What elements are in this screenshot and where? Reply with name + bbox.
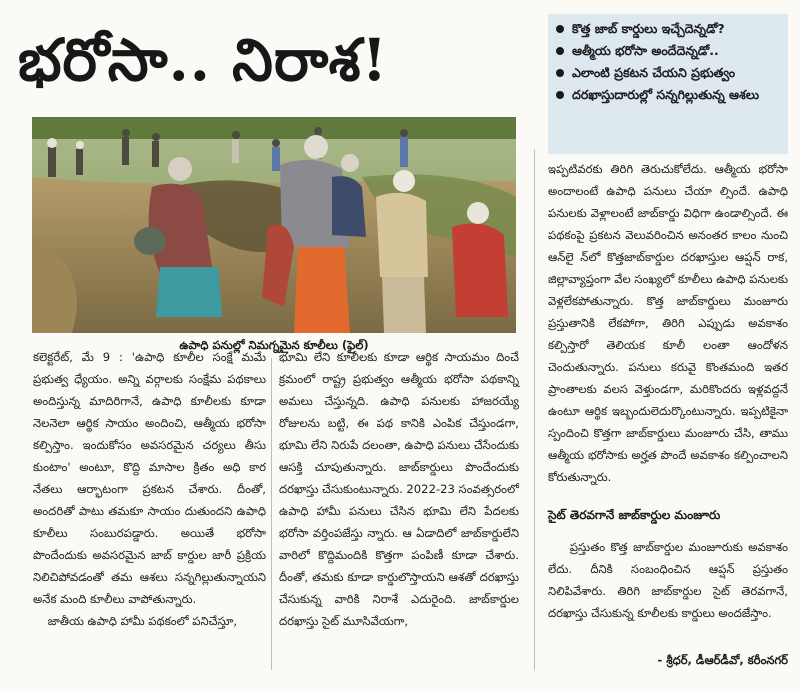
column-divider bbox=[271, 358, 272, 670]
photo-caption: ఉపాధి పనుల్లో నిమగ్నమైన కూలీలు (ఫైల్) bbox=[179, 338, 369, 352]
news-photo bbox=[32, 117, 516, 333]
article-column-2: భూమి లేని కూలీలకు కూడా ఆర్థిక సాయమం దించే క్రమంలో రాష్ట్ర ప్రభుత్వం ఆత్మీయ భరోసా పథకాన్ని అమలు చేస్తున్నది. ఉపాధి పనులకు హాజరయ్యే రోజులను బట్టి, ఈ పథ కానికి ఎంపిక చేస్తుండగా, భూమి లేని నిరుపే దలంతా, ఉపాధి పనులు చేసేందుకు ఆసక్తి చూపుతున్నారు. జాబ్‌కార్డులు పొందేందుకు దరఖాస్తు చేసుకుంటున్నారు. 2022-23 సంవత్సరంలో ఉపాధి హామీ పనులు చేసిన భూమి లేని పేదలకు భరోసా వర్తింపజేస్తు న్నారు. ఆ ఏడాదిలో జాబ్‌కార్డులేని వారిలో కొద్దిమందికి కొత్తగా పంపిణీ కూడా చేశారు. దీంతో, తమకు కూడా కార్డులొస్తాయని ఆశతో దరఖాస్తు చేసుకున్న వారికి నిరాశే ఎదురైంది. జాబ్‌కార్డుల దరఖాస్తు సైట్ మూసివేయగా, bbox=[279, 350, 523, 628]
highlight-item bbox=[556, 40, 780, 62]
highlight-text: ఆత్మీయ భరోసా అందేదెన్నడో.. bbox=[572, 43, 719, 58]
highlight-item bbox=[556, 84, 780, 106]
byline: - శ్రీధర్, డీఆర్‌డీవో, కరీంనగర్ bbox=[657, 653, 788, 667]
bullet-icon bbox=[556, 69, 564, 77]
headline: భరోసా.. నిరాశ! bbox=[18, 26, 389, 94]
highlight-text: కొత్త జాబ్ కార్డులు ఇచ్చేదెన్నడో? bbox=[572, 21, 725, 36]
bullet-icon bbox=[556, 25, 564, 33]
article-column-1: కలెక్టరేట్, మే 9 : 'ఉపాధి కూలీల సంక్షే మమే ప్రభుత్వ ధ్యేయం. అన్ని వర్గాలకు సంక్షేమ పథకాలు అందిస్తున్న మాదిరిగానే, ఉపాధి కూలీలకు కూడా నెలనెలా ఆర్థిక సాయం అందించి, ఆత్మీయ భరోసా కల్పిస్తాం. ఇందుకోసం అవసరమైన చర్యలు తీసు కుంటాం' అంటూ, కొద్ది మాసాల క్రితం అధి కార నేతలు ఆర్భాటంగా ప్రకటన చేశారు. దీంతో, అందరితో పాటు తమకూ సాయం దుతుందని ఉపాధి కూలీలు సంబురపడ్డారు. అయితే భరోసా పొందేందుకు అవసరమైన జాబ్ కార్డుల జారీ ప్రక్రియ నిలిచిపోవడంతో తమ ఆశలు సన్నగిల్లుతున్నాయని అనేక మంది కూలీలు వాపోతున్నారు. జాతీయ ఉపాధి హామీ పథకంలో పనిచేస్తూ, bbox=[33, 350, 266, 628]
highlight-item bbox=[556, 18, 780, 40]
article-column-3-continued: ప్రస్తుతం కొత్త జాబ్‌కార్డుల మంజూరుకు అవకాశం లేదు. దీనికి సంబంధించిన ఆప్షన్ ప్రస్తుతం నిలిపివేశారు. తిరిగి జాబ్‌కార్డుల సైట్ తెరవగానే, దరఖాస్తు చేసుకున్న కూలీలకు కార్డులు అందజేస్తాం. bbox=[548, 540, 792, 620]
highlights-box bbox=[548, 14, 788, 154]
column-divider bbox=[534, 150, 535, 670]
highlight-text: ఎలాంటి ప్రకటన చేయని ప్రభుత్వం bbox=[572, 65, 736, 80]
article-subheading: సైట్ తెరవగానే జాబ్‌కార్డుల మంజూరు bbox=[548, 508, 721, 522]
highlight-item bbox=[556, 62, 780, 84]
photo-workers-illustration bbox=[32, 117, 516, 333]
highlight-text: దరఖాస్తుదారుల్లో సన్నగిల్లుతున్న ఆశలు bbox=[572, 87, 760, 102]
bullet-icon bbox=[556, 91, 564, 99]
article-column-3: ఇప్పటివరకు తిరిగి తెరుచుకోలేదు. ఆత్మీయ భరోసా అందాలంటే ఉపాధి పనులు చేయా ల్సిందే. ఉపాధి పనులకు వెళ్లాలంటే జాబ్‌కార్డు విధిగా ఉండాల్సిందే. ఈ పథకంపై ప్రకటన వెలువరించిన అనంతర కాలం నుంచి ఆన్‌లై న్‌లో కొత్తజాబ్‌కార్డుల దరఖాస్తుల ఆప్షన్ రాక, జిల్లావ్యాప్తంగా వేల సంఖ్యలో కూలీలు ఉపాధి పనులకు వెళ్లలేకపోతున్నారు. కొత్త జాబ్‌కార్డులు మంజూరు ప్రస్తుతానికి లేకపోగా, తిరిగి ఎప్పుడు అవకాశం కల్పిస్తారో తెలియక కూలీ లంతా ఆందోళన చెందుతున్నారు. పనులు కరువై కొంతమంది ఇతర ప్రాంతాలకు వలస వెళ్తుండగా, మరికొందరు ఇళ్లవద్దనే ఉంటూ ఆర్థిక ఇబ్బందులెదుర్కొంటున్నారు. ఇప్పటికైనా స్పందించి కొత్తగా జాబ్‌కార్డులు మంజూరు చేసి, తాము ఆత్మీయ భరోసాకు అర్హత పొందే అవకాశం కల్పించాలని కోరుతున్నారు. bbox=[548, 162, 792, 484]
bullet-icon bbox=[556, 47, 564, 55]
